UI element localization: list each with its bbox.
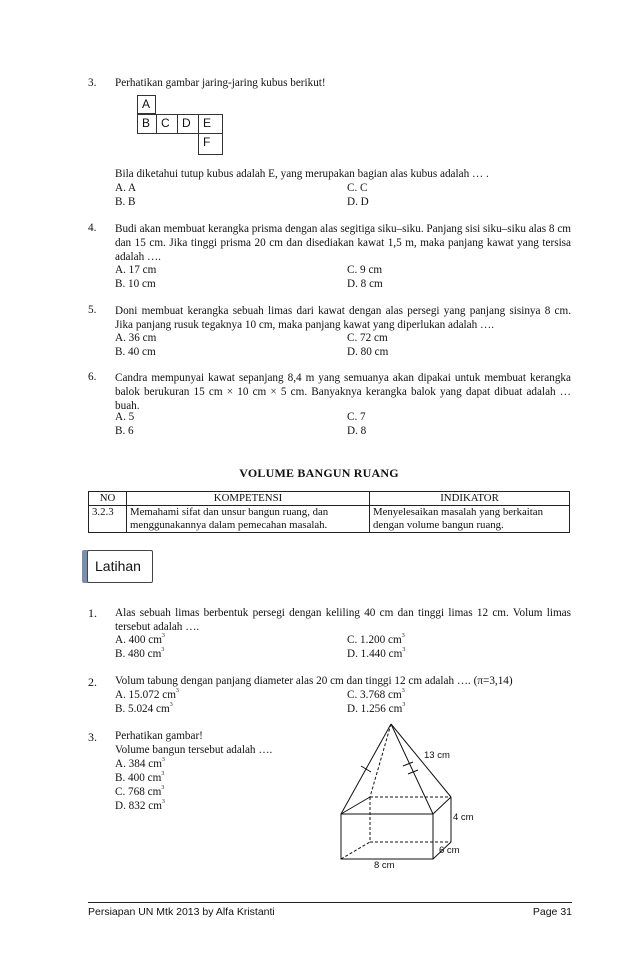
label-height: 4 cm <box>453 812 474 823</box>
footer <box>88 902 572 918</box>
option-a: A. 36 cm <box>115 332 157 344</box>
cuboid-front-face <box>341 814 433 859</box>
hidden-edges <box>341 797 451 859</box>
option-d <box>115 800 165 812</box>
unit-exponent: 3 <box>161 757 165 763</box>
section-title: VOLUME BANGUN RUANG <box>239 466 399 480</box>
question-number: 1. <box>88 606 97 620</box>
header-indikator: INDIKATOR <box>370 492 570 506</box>
unit-exponent: 3 <box>175 688 179 694</box>
label-width: 8 cm <box>374 860 395 871</box>
option-c <box>347 689 405 701</box>
unit-exponent: 3 <box>161 785 165 791</box>
unit-exponent: 3 <box>401 633 405 639</box>
label-depth: 6 cm <box>439 845 460 856</box>
latihan-label: Latihan <box>87 550 153 583</box>
option-b <box>115 772 164 784</box>
option-b-text: B. 480 cm <box>115 648 162 660</box>
option-a <box>115 758 165 770</box>
option-a-text: A. 15.072 cm <box>115 689 176 701</box>
label-slant: 13 cm <box>424 750 450 761</box>
option-b: B. B <box>115 196 136 208</box>
option-c-text: C. 3.768 cm <box>347 689 402 701</box>
table-row <box>89 506 570 533</box>
footer-left: Persiapan UN Mtk 2013 by Alfa Kristanti <box>88 906 275 918</box>
option-c: C. 9 cm <box>347 264 383 276</box>
option-b: B. 6 <box>115 425 134 437</box>
unit-exponent: 3 <box>161 647 165 653</box>
option-b: B. 10 cm <box>115 278 156 290</box>
question-number: 4. <box>88 222 97 234</box>
net-cell-f: F <box>198 133 223 155</box>
option-a-text: A. 384 cm <box>115 758 162 770</box>
option-a <box>115 689 179 701</box>
option-d: D. D <box>347 196 369 208</box>
header-no: NO <box>89 492 127 506</box>
option-c-text: C. 768 cm <box>115 786 162 798</box>
cell-indikator: Menyelesaikan masalah yang berkaitan dengan volume bangun ruang. <box>370 506 570 533</box>
net-cell-b: B <box>137 114 157 134</box>
option-d: D. 8 cm <box>347 278 383 290</box>
option-a: A. 5 <box>115 411 135 423</box>
unit-exponent: 3 <box>161 799 165 805</box>
question-number: 6. <box>88 371 97 383</box>
net-cell-e: E <box>198 114 223 134</box>
unit-exponent: 3 <box>169 702 173 708</box>
option-c <box>115 786 164 798</box>
option-a: A. 17 cm <box>115 264 157 276</box>
question-text: Candra mempunyai kawat sepanjang 8,4 m yang semuanya akan dipakai untuk membuat kerangka balok berukuran 15 cm × 10 cm × 5 cm. Banyaknya kerangka balok yang dapat dibuat adalah … buah. <box>115 372 571 412</box>
option-b <box>115 703 173 715</box>
unit-exponent: 3 <box>161 771 165 777</box>
option-d-text: D. 1.440 cm <box>347 648 403 660</box>
option-d <box>347 703 405 715</box>
pyramid-cuboid-figure <box>330 718 490 873</box>
footer-page: Page 31 <box>532 906 572 918</box>
option-d: D. 80 cm <box>347 346 389 358</box>
question-stem: Bila diketahui tutup kubus adalah E, yang merupakan bagian alas kubus adalah … . <box>115 168 489 180</box>
option-d: D. 8 <box>347 425 367 437</box>
question-text: Budi akan membuat kerangka prisma dengan alas segitiga siku–siku. Panjang sisi siku–siku alas 8 cm dan 15 cm. Jika tinggi prisma 20 cm dan disediakan kawat 1,5 m, maka panjang kawat yang tersisa adalah …. <box>115 223 571 263</box>
question-number: 3. <box>88 77 97 89</box>
net-cell-c: C <box>156 114 178 134</box>
unit-exponent: 3 <box>401 688 405 694</box>
question-number: 2. <box>88 675 97 689</box>
cube-net-figure <box>137 95 227 157</box>
option-b-text: B. 400 cm <box>115 772 162 784</box>
question-number: 3. <box>88 730 97 744</box>
option-c: C. 72 cm <box>347 332 388 344</box>
unit-exponent: 3 <box>161 633 165 639</box>
pyramid-hidden-edge <box>370 724 391 797</box>
option-b: B. 40 cm <box>115 346 156 358</box>
option-c: C. 7 <box>347 411 366 423</box>
option-d-text: D. 832 cm <box>115 800 162 812</box>
option-c: C. C <box>347 182 368 194</box>
unit-exponent: 3 <box>402 702 406 708</box>
table-header-row <box>89 492 570 506</box>
question-text: Alas sebuah limas berbentuk persegi dengan keliling 40 cm dan tinggi limas 12 cm. Volum limas tersebut adalah …. <box>115 607 571 633</box>
pyramid-edge <box>391 724 433 814</box>
option-c <box>347 634 405 646</box>
question-text: Perhatikan gambar! <box>115 730 203 742</box>
option-b-text: B. 5.024 cm <box>115 703 170 715</box>
option-c-text: C. 1.200 cm <box>347 634 402 646</box>
option-b <box>115 648 164 660</box>
cell-no: 3.2.3 <box>89 506 127 533</box>
question-text: Volum tabung dengan panjang diameter alas 20 cm dan tinggi 12 cm adalah …. (π=3,14) <box>115 675 513 687</box>
cell-kompetensi: Memahami sifat dan unsur bangun ruang, dan menggunakannya dalam pemecahan masalah. <box>127 506 370 533</box>
option-a: A. A <box>115 182 137 194</box>
option-d-text: D. 1.256 cm <box>347 703 403 715</box>
question-text: Doni membuat kerangka sebuah limas dari kawat dengan alas persegi yang panjang sisinya 8 cm. Jika panjang rusuk tegaknya 10 cm, maka panjang kawat yang diperlukan adalah …. <box>115 305 571 331</box>
net-cell-a: A <box>137 95 156 114</box>
net-cell-d: D <box>177 114 199 134</box>
option-d <box>347 648 405 660</box>
question-stem: Volume bangun tersebut adalah …. <box>115 744 273 756</box>
question-number: 5. <box>88 304 97 316</box>
unit-exponent: 3 <box>402 647 406 653</box>
question-text: Perhatikan gambar jaring-jaring kubus berikut! <box>115 77 326 89</box>
header-kompetensi: KOMPETENSI <box>127 492 370 506</box>
option-a <box>115 634 165 646</box>
option-a-text: A. 400 cm <box>115 634 162 646</box>
competency-table <box>88 491 570 533</box>
